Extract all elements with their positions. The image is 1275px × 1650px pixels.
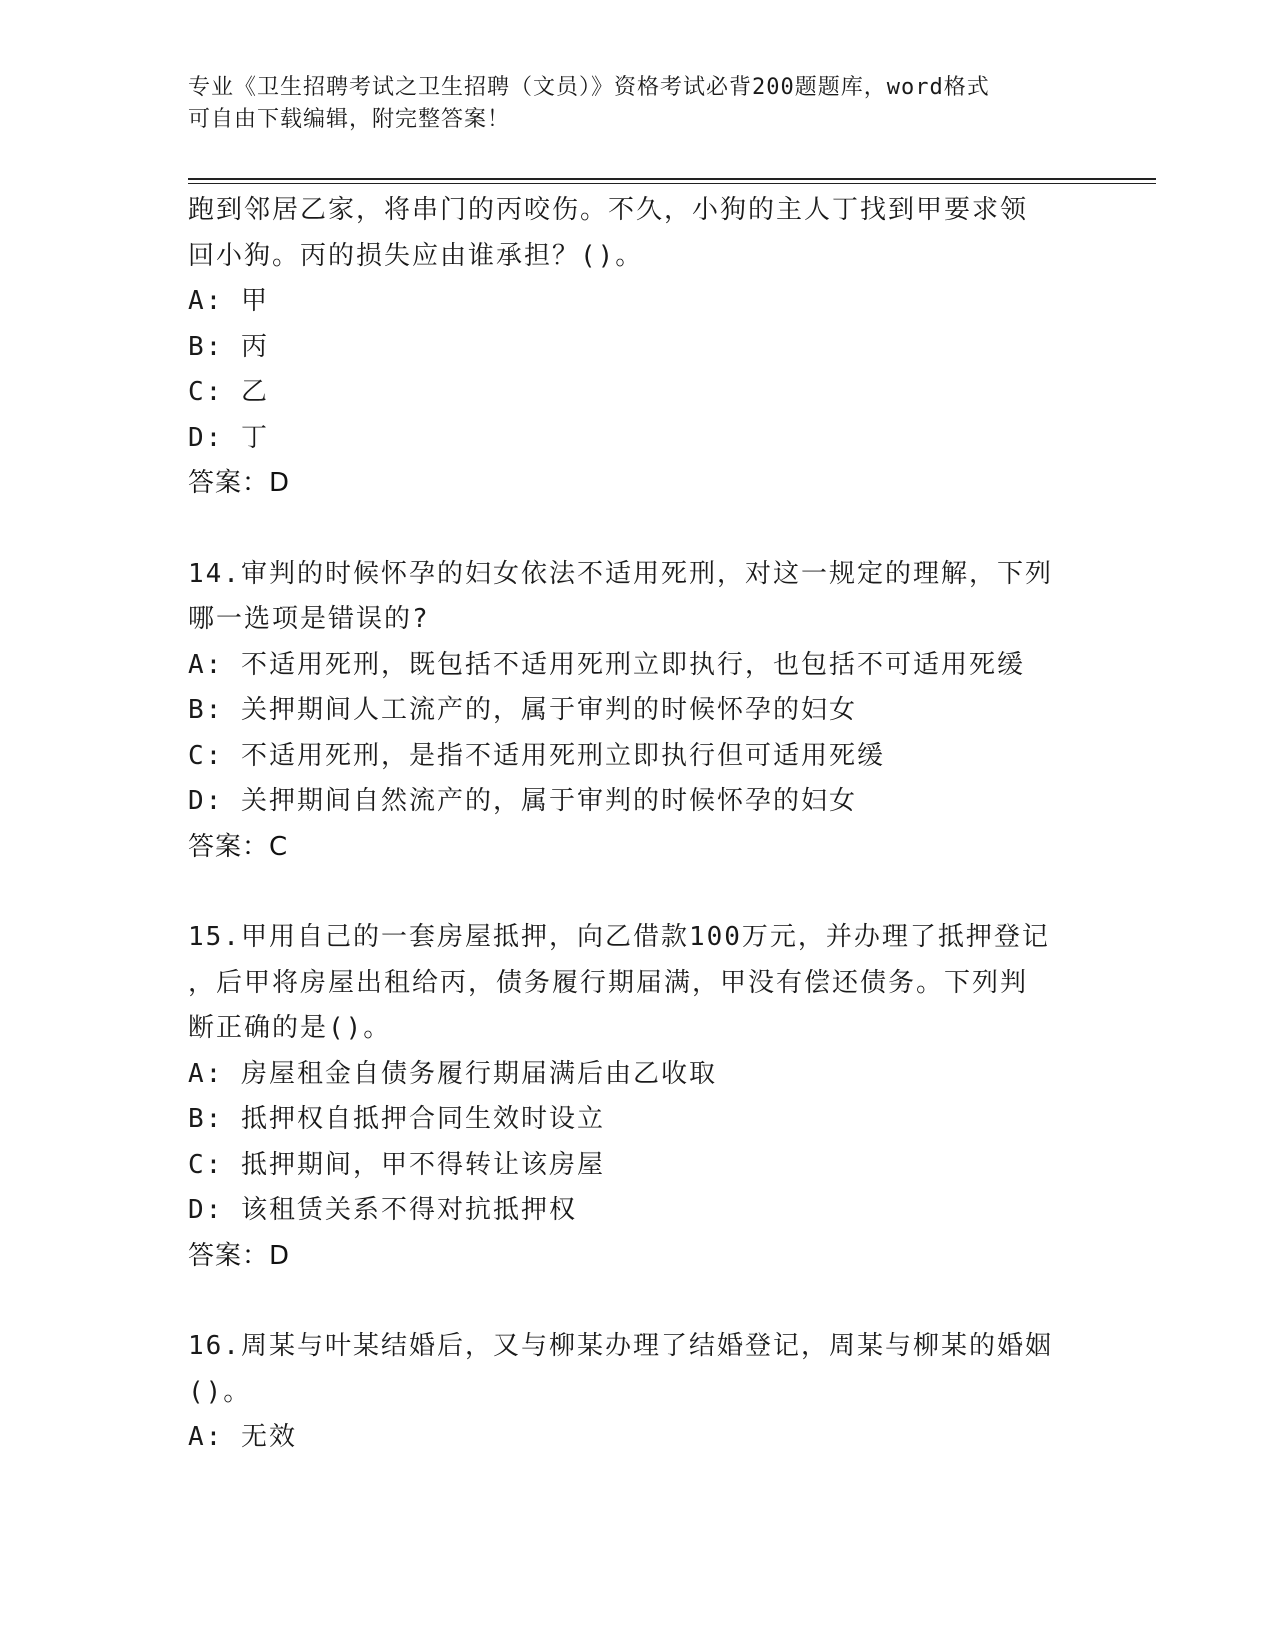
- answer-label: 答案：C: [188, 831, 289, 862]
- answer-label: 答案：D: [188, 1240, 291, 1271]
- question-text: ，后甲将房屋出租给丙，债务履行期届满，甲没有偿还债务。下列判: [188, 967, 1029, 998]
- option-c: C: 不适用死刑，是指不适用死刑立即执行但可适用死缓: [188, 740, 885, 771]
- option-a: A: 无效: [188, 1422, 297, 1452]
- spacer: [188, 1279, 1088, 1324]
- option-b: B: 丙: [188, 331, 269, 362]
- question-text: 跑到邻居乙家，将串门的丙咬伤。不久，小狗的主人丁找到甲要求领: [188, 195, 1029, 225]
- answer-label: 答案：D: [188, 468, 291, 498]
- spacer: [188, 507, 1088, 552]
- spacer: [188, 870, 1088, 915]
- question-text: 16.周某与叶某结婚后，又与柳某办理了结婚登记，周某与柳某的婚姻: [188, 1331, 1053, 1361]
- question-13: [188, 188, 1088, 507]
- option-a: A: 房屋租金自债务履行期届满后由乙收取: [188, 1058, 717, 1089]
- option-c: C: 乙: [188, 377, 269, 407]
- option-b: B: 关押期间人工流产的，属于审判的时候怀孕的妇女: [188, 695, 857, 725]
- header-divider-thick: [188, 178, 1156, 180]
- header-line-1: 专业《卫生招聘考试之卫生招聘（文员）》资格考试必背200题题库，word格式: [188, 75, 990, 100]
- header-divider-thin: [188, 183, 1156, 184]
- document-body: [188, 188, 1088, 1461]
- question-text: 哪一选项是错误的?: [188, 604, 430, 634]
- question-text: 断正确的是()。: [188, 1013, 392, 1043]
- question-text: ()。: [188, 1376, 252, 1407]
- question-text: 15.甲用自己的一套房屋抵押，向乙借款100万元，并办理了抵押登记: [188, 922, 1050, 952]
- question-14: [188, 552, 1088, 871]
- question-15: [188, 915, 1088, 1279]
- question-16: [188, 1324, 1088, 1461]
- option-d: D: 关押期间自然流产的，属于审判的时候怀孕的妇女: [188, 786, 857, 816]
- question-text: 14.审判的时候怀孕的妇女依法不适用死刑，对这一规定的理解，下列: [188, 558, 1053, 589]
- option-a: A: 不适用死刑，既包括不适用死刑立即执行，也包括不可适用死缓: [188, 649, 1025, 680]
- option-b: B: 抵押权自抵押合同生效时设立: [188, 1104, 605, 1134]
- option-c: C: 抵押期间，甲不得转让该房屋: [188, 1149, 605, 1180]
- question-text: 回小狗。丙的损失应由谁承担？()。: [188, 240, 644, 271]
- option-d: D: 该租赁关系不得对抗抵押权: [188, 1195, 577, 1225]
- header-line-2: 可自由下载编辑，附完整答案！: [188, 107, 511, 132]
- document-header: [188, 72, 1068, 136]
- option-d: D: 丁: [188, 422, 269, 453]
- option-a: A: 甲: [188, 286, 269, 316]
